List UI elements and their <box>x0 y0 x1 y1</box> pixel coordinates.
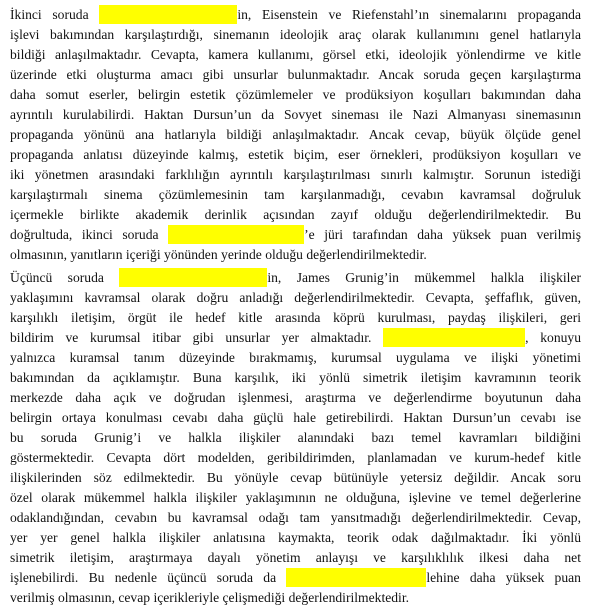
text-line <box>10 225 581 245</box>
redaction-highlight <box>119 268 267 287</box>
redaction-highlight <box>286 568 426 587</box>
redaction-highlight <box>99 5 237 24</box>
text-line: karşılıklı iletişim, örgüt ile hedef kitle arasında köprü kurulması, paydaş ilişkileri, geri <box>10 310 581 325</box>
text-line: bildiği anlaşılmaktadır. Cevapta, kamera kullanımı, görsel etki, ideolojik yönlendirme ve kitle <box>10 47 581 62</box>
text-line <box>10 568 581 588</box>
line-text: işlenebilirdi. Bu nedenle üçüncü soruda da <box>10 570 277 585</box>
line-text: doğrultuda, ikinci soruda <box>10 227 159 242</box>
line-text: bildirim ve kurumsal itibar gibi unsurlar yer almaktadır. <box>10 330 372 345</box>
text-line: olmasının, yanıtların içeriği yönünden yerinde olduğu değerlendirilmektedir. <box>10 247 427 262</box>
text-line: işlevi bakımından karşılaştırdığı, sinemanın ideolojik araç olarak kullanımını genel hatlarıyla <box>10 27 581 42</box>
text-line: iki yönetmen arasındaki farklılığın ayrıntılı karşılaştırılması sınırlı kalmıştır. Sorunun istediği <box>10 167 581 182</box>
text-line: yer yer genel halkla ilişkiler anlatısına kaymakta, teorik odak dağılmaktadır. İki yönlü <box>10 530 581 545</box>
line-text: in, Eisenstein ve Riefenstahl’ın sinemalarını propaganda <box>237 7 582 22</box>
text-line: göstermektedir. Cevapta dört modelden, geribildirimden, planlamadan ve kurum-hedef kitle <box>10 450 581 465</box>
redaction-highlight <box>383 328 525 347</box>
text-line: içermekle birlikte akademik derinlik açısından zayıf olduğu değerlendirilmektedir. Bu <box>10 207 581 222</box>
text-line: yaklaşımını kavramsal olarak doğru anladığı değerlendirilmektedir. Cevapta, şeffaflık, güven, <box>10 290 581 305</box>
text-line: verilmiş olmasının, cevap içerikleriyle çelişmediği değerlendirilmektedir. <box>10 590 409 605</box>
text-line: ilişkilerinden söz edilmektedir. Bu yönüyle cevap bütünüyle yetersiz değildir. Ancak soru <box>10 470 581 485</box>
text-line: bakımından da açıklamıştır. Buna karşılık, iki yönlü simetrik iletişim kavramının teorik <box>10 370 581 385</box>
text-line <box>10 328 581 348</box>
line-text: in, James Grunig’in mükemmel halkla ilişkiler <box>267 270 582 285</box>
text-line: ayrıntılı kurulabilirdi. Haktan Dursun’un da Sovyet sineması ile Nazi Almanyası sinemasının <box>10 107 581 122</box>
text-line <box>10 5 581 25</box>
text-line: bu soruda Grunig’i ve halkla ilişkiler alanındaki bazı temel kavramları bildiğini <box>10 430 581 445</box>
line-text: İkinci soruda <box>10 7 89 22</box>
text-line <box>10 268 581 288</box>
text-line: özel olarak mükemmel halkla ilişkiler yaklaşımının ne olduğuna, işlevine ve temel değerlerine <box>10 490 581 505</box>
text-line: belirgin ortaya konulması cevabı daha güçlü hale getirebilirdi. Haktan Dursun’un cevabı ise <box>10 410 581 425</box>
line-text: , konuyu <box>525 330 582 345</box>
text-line: simetrik iletişim, araştırmaya dayalı yönetim anlayışı ve karşılıklılık ilkesi daha net <box>10 550 581 565</box>
text-line: yalnızca kuramsal tanım düzeyinde bırakmamış, kurumsal uygulama ve ilişki yönetimi <box>10 350 581 365</box>
text-line: odaklandığından, cevabın bu kavramsal odağı tam yansıtmadığı değerlendirilmektedir. Cevap, <box>10 510 581 525</box>
line-text: ’e jüri tarafından daha yüksek puan verilmiş <box>304 227 581 242</box>
line-text: lehine daha yüksek puan <box>426 570 581 585</box>
line-text: Üçüncü soruda <box>10 270 104 285</box>
redaction-highlight <box>168 225 304 244</box>
text-line: propaganda anlatısı düzeyinde kalmış, estetik biçim, eser örnekleri, prodüksiyon koşulları ve <box>10 147 581 162</box>
text-line: daha somut eserler, belirgin estetik çözümlemeler ve prodüksiyon koşulları bakımından daha <box>10 87 581 102</box>
text-line: üzerinde etki oluşturma amacı gibi unsurlar bulunmaktadır. Ancak soruda geçen karşılaştırma <box>10 67 581 82</box>
text-line: propaganda yönünü ana hatlarıyla bildiği anlaşılmaktadır. Ancak cevap, büyük ölçüde genel <box>10 127 581 142</box>
text-line: karşılaştırmalı sinema çözümlemesinin tam karşılanmadığı, cevabın kavramsal doğruluk <box>10 187 581 202</box>
text-line: merkezde daha açık ve doğrudan işlenmesi, araştırma ve değerlendirme boyutunun daha <box>10 390 581 405</box>
